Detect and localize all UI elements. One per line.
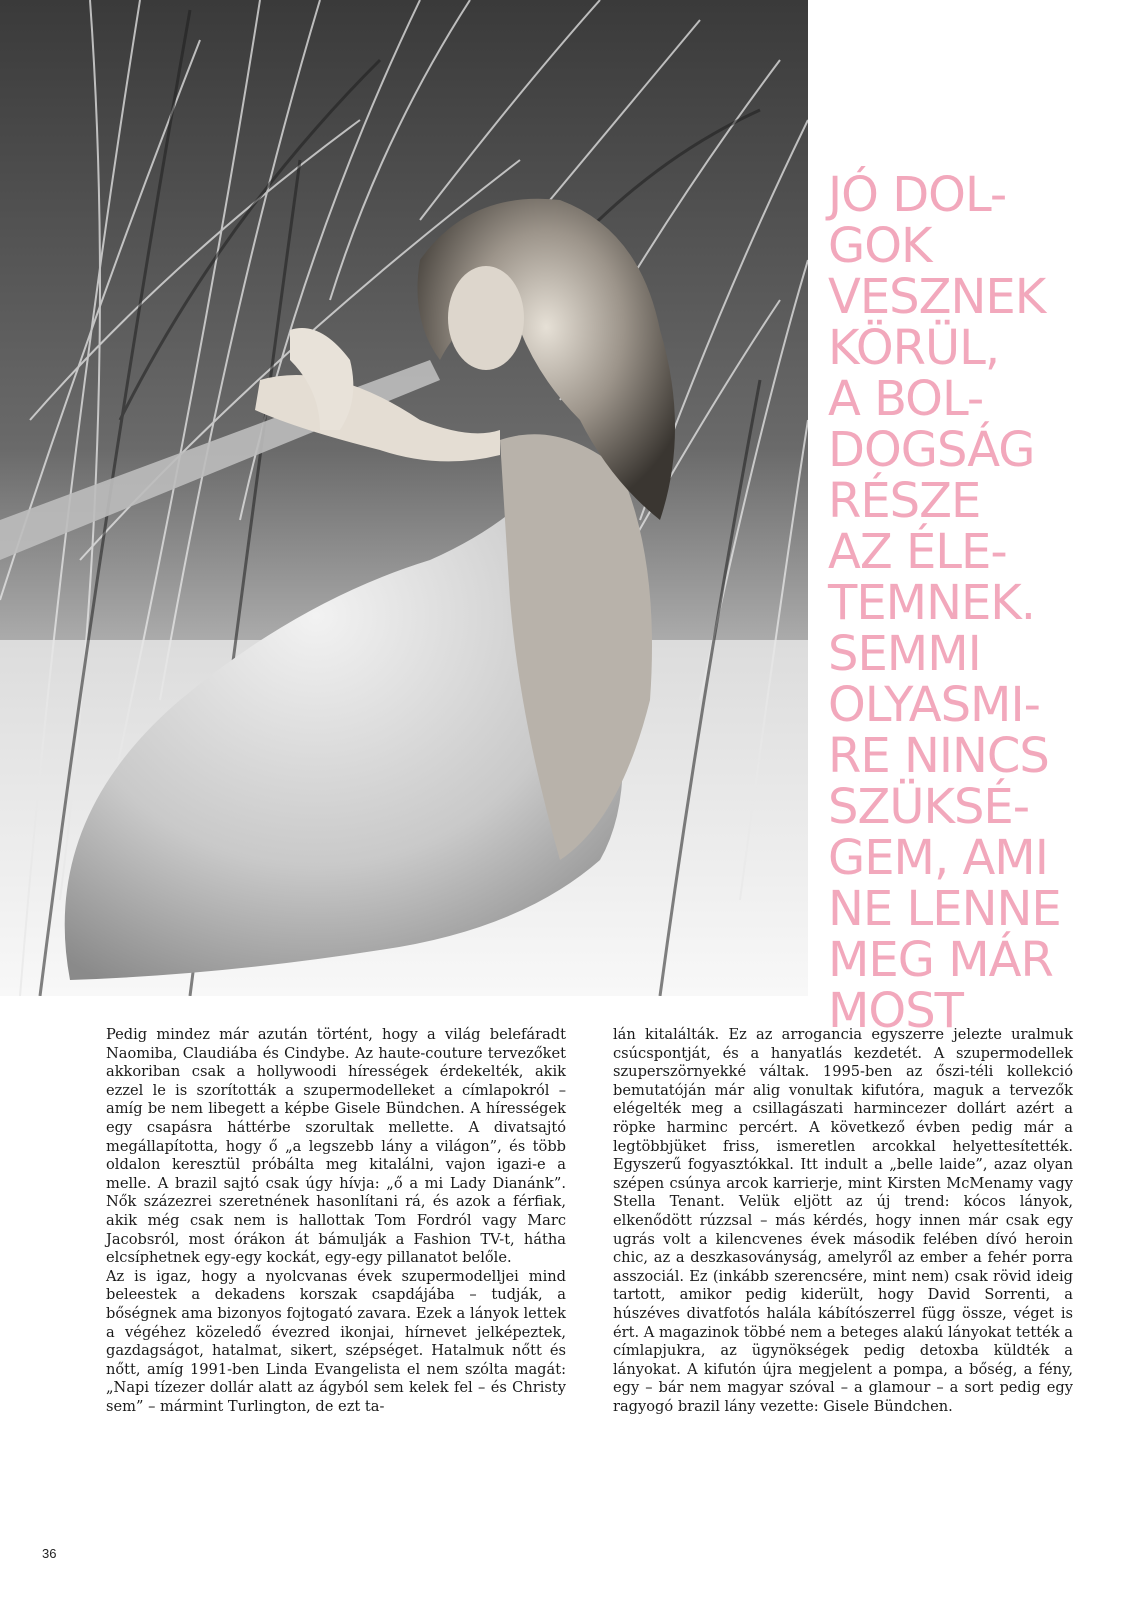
pull-quote-line: GOK xyxy=(828,218,932,274)
page-number: 36 xyxy=(42,1546,57,1561)
pull-quote-line: DOGSÁG xyxy=(828,422,1035,478)
pull-quote-line: VESZNEK xyxy=(828,269,1046,325)
pull-quote-line: TEMNEK. xyxy=(828,575,1036,631)
pull-quote-line: JÓ DOL- xyxy=(828,167,1007,223)
pull-quote-line: RE NINCS xyxy=(828,728,1049,784)
pull-quote-line: MEG MÁR xyxy=(828,932,1053,988)
photo-grass-woman-icon xyxy=(0,0,808,996)
pull-quote-line: RÉSZE xyxy=(828,473,981,529)
article-paragraph: Az is igaz, hogy a nyolcvanas évek szupermodelljei mind beleestek a dekadens korszak csapdájába – tudják, a bőségnek ama bizonyos fojtogató zavara. Ezek a lányok lettek a végéhez közeledő évezred ikonjai, hírnevet jelképeztek, gazdagságot, hatalmat, sikert, szépséget. Hatalmuk nőtt és nőtt, amíg 1991-ben Linda Evangelista el nem szólta magát: „Napi tízezer dollár alatt az ágyból sem kelek fel – és Christy sem” – mármint Turlington, de ezt ta- xyxy=(106,1267,566,1415)
pull-quote-line: A BOL- xyxy=(828,371,984,427)
fashion-photo xyxy=(0,0,808,996)
pull-quote-line: AZ ÉLE- xyxy=(828,524,1007,580)
pull-quote-line: NE LENNE xyxy=(828,881,1061,937)
pull-quote-line: SZÜKSÉ- xyxy=(828,779,1030,835)
pull-quote-line: MOST xyxy=(828,983,963,1039)
article-column-left xyxy=(106,1026,566,1416)
article-paragraph: lán kitalálták. Ez az arrogancia egyszerre jelezte uralmuk csúcspontját, és a hanyatlás kezdetét. A szupermodellek szuperszörnyekké váltak. 1995-ben az őszi-téli kollekció bemutatóján már alig vonultak kifutóra, maguk a tervezők elégelték meg a csillagászati harmincezer dollárt azért a röpke harminc percért. A következő évben pedig már a legtöbbjüket friss, ismeretlen arcokkal helyettesítették. Egyszerű fogyasztókkal. Itt indult a „belle laide”, azaz olyan szépen csúnya arcok karrierje, mint Kirsten McMenamy vagy Stella Tenant. Velük eljött az új trend: kócos lányok, elkenődött rúzzsal – más kérdés, hogy innen már csak egy ugrás volt a kilencvenes évek második felében dívó heroin chic, az a deszkasoványság, amelyről az ember a fehér porra asszociál. Ez (inkább szerencsére, mint nem) csak rövid ideig tartott, amikor pedig kiderült, hogy David Sorrenti, a húszéves divatfotós halála kábítószerrel függ össze, véget is ért. A magazinok többé nem a beteges alakú lányokat tették a címlapjukra, az ügynökségek pedig detoxba küldték a lányokat. A kifutón újra megjelent a pompa, a bőség, a fény, egy – bár nem magyar szóval – a glamour – a sort pedig egy ragyogó brazil lány vezette: Gisele Bündchen. xyxy=(613,1026,1073,1415)
article-paragraph: Pedig mindez már azután történt, hogy a világ belefáradt Naomiba, Claudiába és Cindybe. Az haute-couture tervezőket akkoriban csak a hollywoodi hírességek érdekelték, akik ezzel le is szorították a szupermodelleket a címlapokról – amíg be nem libegett a képbe Gisele Bündchen. A hírességek egy csapásra háttérbe szorultak mellette. A divatsajtó megállapította, hogy ő „a legszebb lány a világon”, és több oldalon keresztül próbálta meg kitalálni, vajon igazi-e a melle. A brazil sajtó csak úgy hívja: „ő a mi Lady Dianánk”. Nők százezrei szeretnének hasonlítani rá, és azok a férfiak, akik még csak nem is hallottak Tom Fordról vagy Marc Jacobsról, most órákon át bámulják a Fashion TV-t, hátha elcsíphetnek egy-egy kockát, egy-egy pillanatot belőle. xyxy=(106,1026,566,1267)
pull-quote-line: GEM, AMI xyxy=(828,830,1048,886)
article-column-right xyxy=(613,1026,1073,1416)
pull-quote-line: KÖRÜL, xyxy=(828,320,1000,376)
pull-quote-line: OLYASMI- xyxy=(828,677,1040,733)
pull-quote xyxy=(828,167,1128,1039)
pull-quote-line: SEMMI xyxy=(828,626,981,682)
